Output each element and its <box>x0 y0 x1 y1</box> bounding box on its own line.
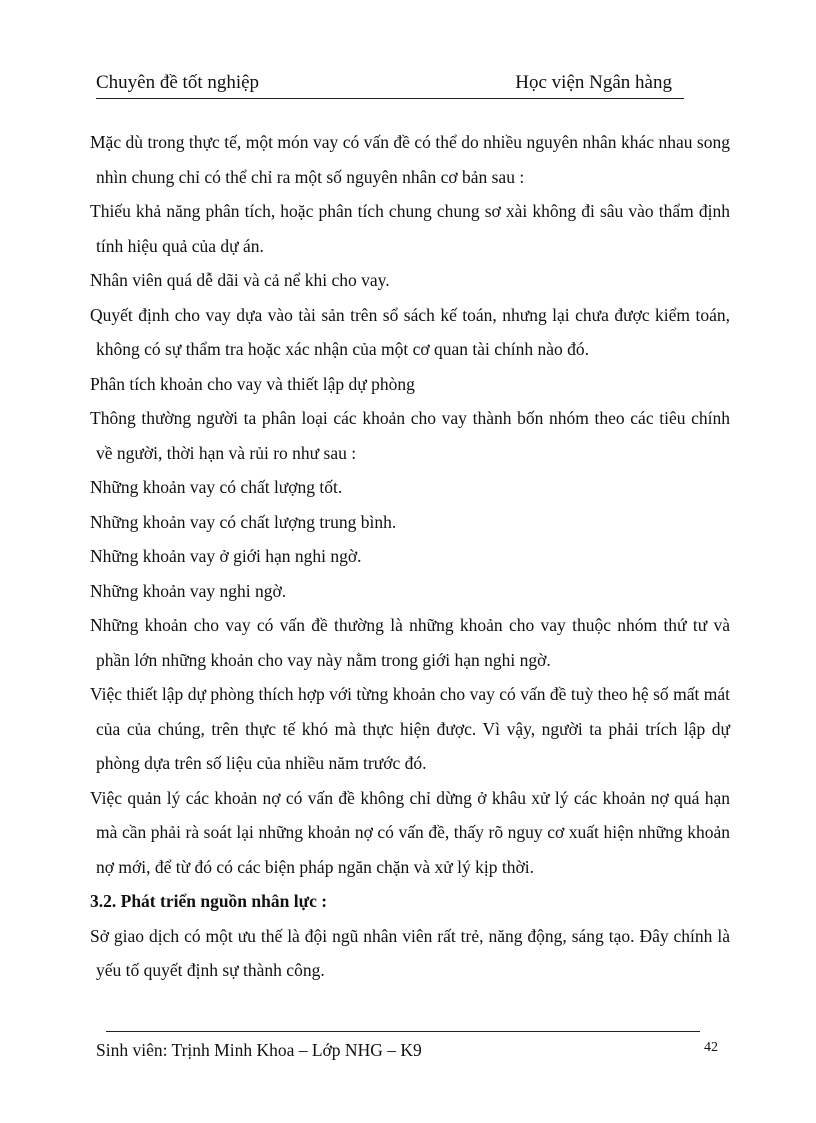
paragraph: Những khoản vay ở giới hạn nghi ngờ. <box>90 546 362 566</box>
paragraph: Những khoản vay có chất lượng trung bình. <box>90 511 397 532</box>
footer-student: Sinh viên: Trịnh Minh Khoa – Lớp NHG – K9 <box>96 1040 422 1060</box>
paragraph: Thiếu khả năng phân tích, hoặc phân tích chung chung sơ xài không đi sâu vào thẩm định tính hiệu quả của dự án. <box>90 201 730 256</box>
paragraph: Việc thiết lập dự phòng thích hợp với từng khoản cho vay có vấn đề tuỳ theo hệ số mất mát của của chúng, trên thực tế khó mà thực hiện được. Vì vậy, người ta phải trích lập dự phòng dựa trên số liệu của nhiều năm trước đó. <box>90 684 730 773</box>
document-body <box>90 125 730 988</box>
paragraph: Thông thường người ta phân loại các khoản cho vay thành bốn nhóm theo các tiêu chính về người, thời hạn và rủi ro như sau : <box>90 408 730 463</box>
footer-divider <box>106 1031 700 1032</box>
header-right-title: Học viện Ngân hàng <box>515 72 672 93</box>
page-header <box>96 70 684 99</box>
section-paragraph: Sở giao dịch có một ưu thế là đội ngũ nhân viên rất trẻ, năng động, sáng tạo. Đây chính là yếu tố quyết định sự thành công. <box>90 925 730 980</box>
paragraph: Quyết định cho vay dựa vào tài sản trên sổ sách kế toán, nhưng lại chưa được kiểm toán, không có sự thẩm tra hoặc xác nhận của một cơ quan tài chính nào đó. <box>90 304 730 359</box>
paragraph: Việc quản lý các khoản nợ có vấn đề không chỉ dừng ở khâu xử lý các khoản nợ quá hạn mà cần phải rà soát lại những khoản nợ có vấn đề, thấy rõ nguy cơ xuất hiện những khoản nợ mới, để từ đó có các biện pháp ngăn chặn và xử lý kịp thời. <box>90 787 730 877</box>
page-number: 42 <box>704 1040 718 1055</box>
paragraph: Những khoản vay nghi ngờ. <box>90 580 287 601</box>
paragraph: Phân tích khoản cho vay và thiết lập dự phòng <box>90 373 415 394</box>
header-left-title: Chuyên đề tốt nghiệp <box>96 72 260 93</box>
section-heading: 3.2. Phát triển nguồn nhân lực : <box>90 891 328 911</box>
paragraph: Những khoản vay có chất lượng tốt. <box>90 477 343 497</box>
paragraph: Mặc dù trong thực tế, một món vay có vấn đề có thể do nhiều nguyên nhân khác nhau song nhìn chung chỉ có thể chỉ ra một số nguyên nhân cơ bản sau : <box>90 132 730 187</box>
paragraph: Nhân viên quá dễ dãi và cả nể khi cho vay. <box>90 270 390 290</box>
paragraph: Những khoản cho vay có vấn đề thường là những khoản cho vay thuộc nhóm thứ tư và phần lớn những khoản cho vay này nằm trong giới hạn nghi ngờ. <box>90 615 730 670</box>
